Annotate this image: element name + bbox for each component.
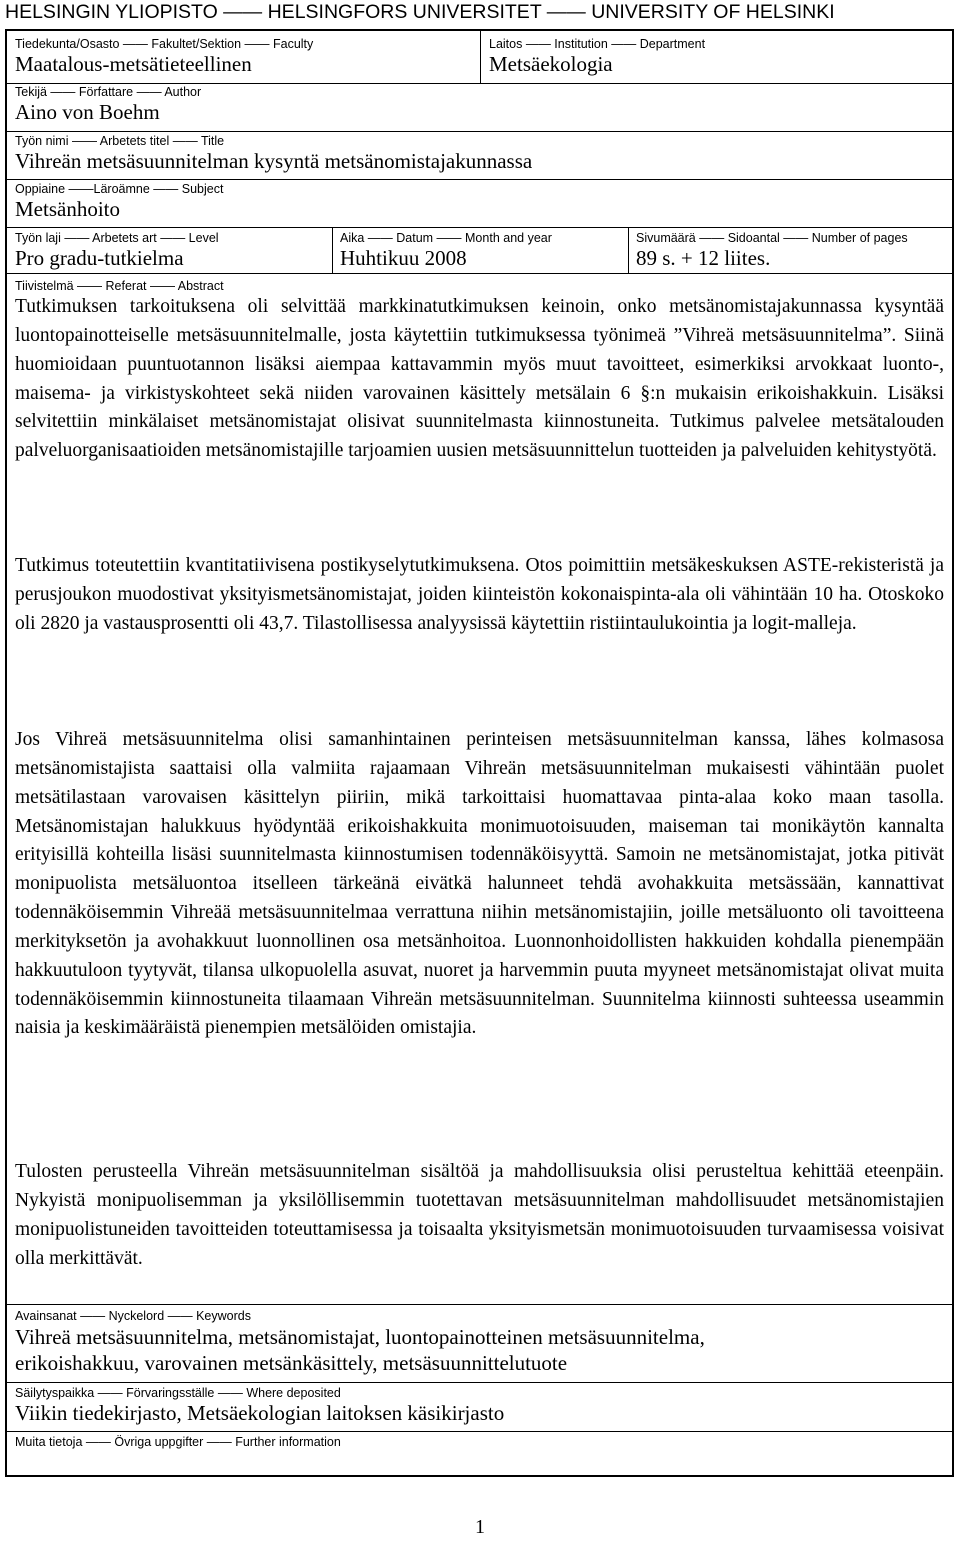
keywords-line: Vihreä metsäsuunnitelma, metsänomistajat, luontopainotteinen metsäsuunnitelma,: [15, 1325, 705, 1349]
author-label: Tekijä —— Författare —— Author: [15, 85, 202, 99]
keywords-label: Avainsanat —— Nyckelord —— Keywords: [15, 1309, 251, 1323]
faculty-cell: [15, 37, 313, 77]
title-value: Vihreän metsäsuunnitelman kysyntä metsänomistajakunnassa: [15, 149, 533, 173]
divider: [7, 227, 952, 228]
faculty-label: Tiedekunta/Osasto —— Fakultet/Sektion —— Faculty: [15, 37, 314, 51]
further-cell: [15, 1435, 341, 1450]
level-cell: [15, 231, 219, 271]
deposited-value: Viikin tiedekirjasto, Metsäekologian laitoksen käsikirjasto: [15, 1401, 505, 1425]
title-label: Työn nimi —— Arbetets titel —— Title: [15, 134, 225, 148]
author-cell: [15, 85, 201, 125]
subject-label: Oppiaine ——Läroämne —— Subject: [15, 182, 224, 196]
department-value: Metsäekologia: [489, 52, 613, 76]
further-label: Muita tietoja —— Övriga uppgifter —— Further information: [15, 1435, 341, 1449]
abstract-label: Tiivistelmä —— Referat —— Abstract: [15, 279, 224, 293]
divider: [628, 227, 629, 273]
abstract-paragraph: Tutkimuksen tarkoituksena oli selvittää markkinatutkimuksen keinoin, onko metsänomistajakunnassa kysyntää luontopainotteiselle metsäsuunnitelmalle, josta käytettiin tutkimuksessa työnimeä ”Vihreä metsäsuunnitelma”. Siinä huomioidaan puuntuotannon lisäksi aiempaa kattavammin myös muut tavoitteet, esimerkiksi arvokkaat luonto-, maisema- ja virkistyskohteet sekä niiden varovainen käsittely metsälain 6 §:n mukaisin erikoishakkuin. Lisäksi selvitettiin minkälaiset metsänomistajat olisivat suunnitelmasta kiinnostuneita. Tutkimus palvelee metsätalouden palveluorganisaatioiden metsänomistajille tarjoamien uusien metsäsuunnittelun tuotteiden ja palveluiden kehitystyötä.: [15, 296, 944, 462]
subject-cell: [15, 182, 223, 222]
divider: [7, 1431, 952, 1432]
pages-cell: [636, 231, 908, 271]
date-value: Huhtikuu 2008: [340, 246, 467, 270]
department-label: Laitos —— Institution —— Department: [489, 37, 706, 51]
divider: [7, 1382, 952, 1383]
keywords-line: erikoishakkuu, varovainen metsänkäsittely, metsäsuunnittelutuote: [15, 1351, 568, 1375]
abstract-paragraph: Tutkimus toteutettiin kvantitatiivisena postikyselytutkimuksena. Otos poimittiin metsäkeskuksen ASTE-rekisteristä ja perusjoukon muodostivat yksityismetsänomistajat, joiden kiinteistön kokonaispinta-ala oli vähintään 10 ha. Otoskoko oli 2820 ja vastausprosentti oli 43,7. Tilastollisessa analyysissä käytettiin ristiintaulukointia ja logit-malleja.: [15, 555, 944, 634]
faculty-value: Maatalous-metsätieteellinen: [15, 52, 252, 76]
deposited-cell: [15, 1386, 504, 1426]
keywords-cell: [15, 1309, 705, 1376]
divider: [7, 273, 952, 274]
date-cell: [340, 231, 552, 271]
pages-label: Sivumäärä —— Sidoantal —— Number of pages: [636, 231, 908, 245]
pages-value: 89 s. + 12 liites.: [636, 246, 771, 270]
level-label: Työn laji —— Arbetets art —— Level: [15, 231, 219, 245]
abstract-form: [5, 29, 954, 1477]
department-cell: [489, 37, 705, 77]
divider: [332, 227, 333, 273]
deposited-label: Säilytyspaikka —— Förvaringsställe —— Where deposited: [15, 1386, 341, 1400]
divider: [7, 131, 952, 132]
abstract-paragraph: Tulosten perusteella Vihreän metsäsuunnitelman sisältöä ja mahdollisuuksia olisi perusteltua kehittää eteenpäin. Nykyistä monipuolisemman ja yksilöllisemmin tuotettavan metsäsuunnitelman mahdollisuudet metsänomistajien monipuolistuneiden tavoitteiden toteuttamisessa ja toisaalta yksityismetsän monimuotoisuuden turvaamisessa voisivat olla merkittävät.: [15, 1161, 944, 1269]
title-cell: [15, 134, 532, 174]
author-value: Aino von Boehm: [15, 100, 160, 124]
abstract-paragraph: Jos Vihreä metsäsuunnitelma olisi samanhintainen perinteisen metsäsuunnitelman kanssa, lähes kolmasosa metsänomistajista saattaisi olla valmiita rajaamaan Vihreän metsäsuunnitelman mukaisesti vähintään puolet metsätilastaan varovaisen käsittelyn piiriin, mikä tarkoittaisi huomattavaa pinta-alaa koko maan tasolla. Metsänomistajan halukkuus hyödyntää erikoishakkuita monimuotoisuuden, maiseman tai monikäytön kannalta erityisillä kohteilla lisäsi suunnitelmasta kiinnostumisen todennäköisyyttä. Samoin ne metsänomistajat, jotka pitivät monipuolista metsäluontoa itselleen tärkeänä eivätkä halunneet tehdä avohakkuita metsässään, kannattivat todennäköisemmin Vihreää metsäsuunnitelmaa verrattuna niihin metsänomistajiin, joille metsäluonto oli tavoitteena merkityksetön ja avohakkuut luonnollinen osa metsänhoitoa. Luonnonhoidollisten hakkuiden kohdalla pienempään hakkuutuloon tyytyvät, tilansa ulkopuolella asuvat, nuoret ja harvemmin puuta myyneet metsänomistajat olivat muita todennäköisemmin kiinnostuneita tilaamaan Vihreän metsäsuunnitelman. Suunnitelma kiinnosti suhteessa useammin naisia ja keskimääräistä pienempien metsälöiden omistajia.: [15, 729, 944, 1039]
divider: [7, 1304, 952, 1305]
divider: [7, 83, 952, 84]
divider: [480, 31, 481, 83]
date-label: Aika —— Datum —— Month and year: [340, 231, 552, 245]
divider: [7, 179, 952, 180]
page-number: 1: [475, 1516, 485, 1538]
subject-value: Metsänhoito: [15, 197, 120, 221]
university-header: HELSINGIN YLIOPISTO —— HELSINGFORS UNIVERSITET —— UNIVERSITY OF HELSINKI: [5, 1, 835, 23]
level-value: Pro gradu-tutkielma: [15, 246, 184, 270]
